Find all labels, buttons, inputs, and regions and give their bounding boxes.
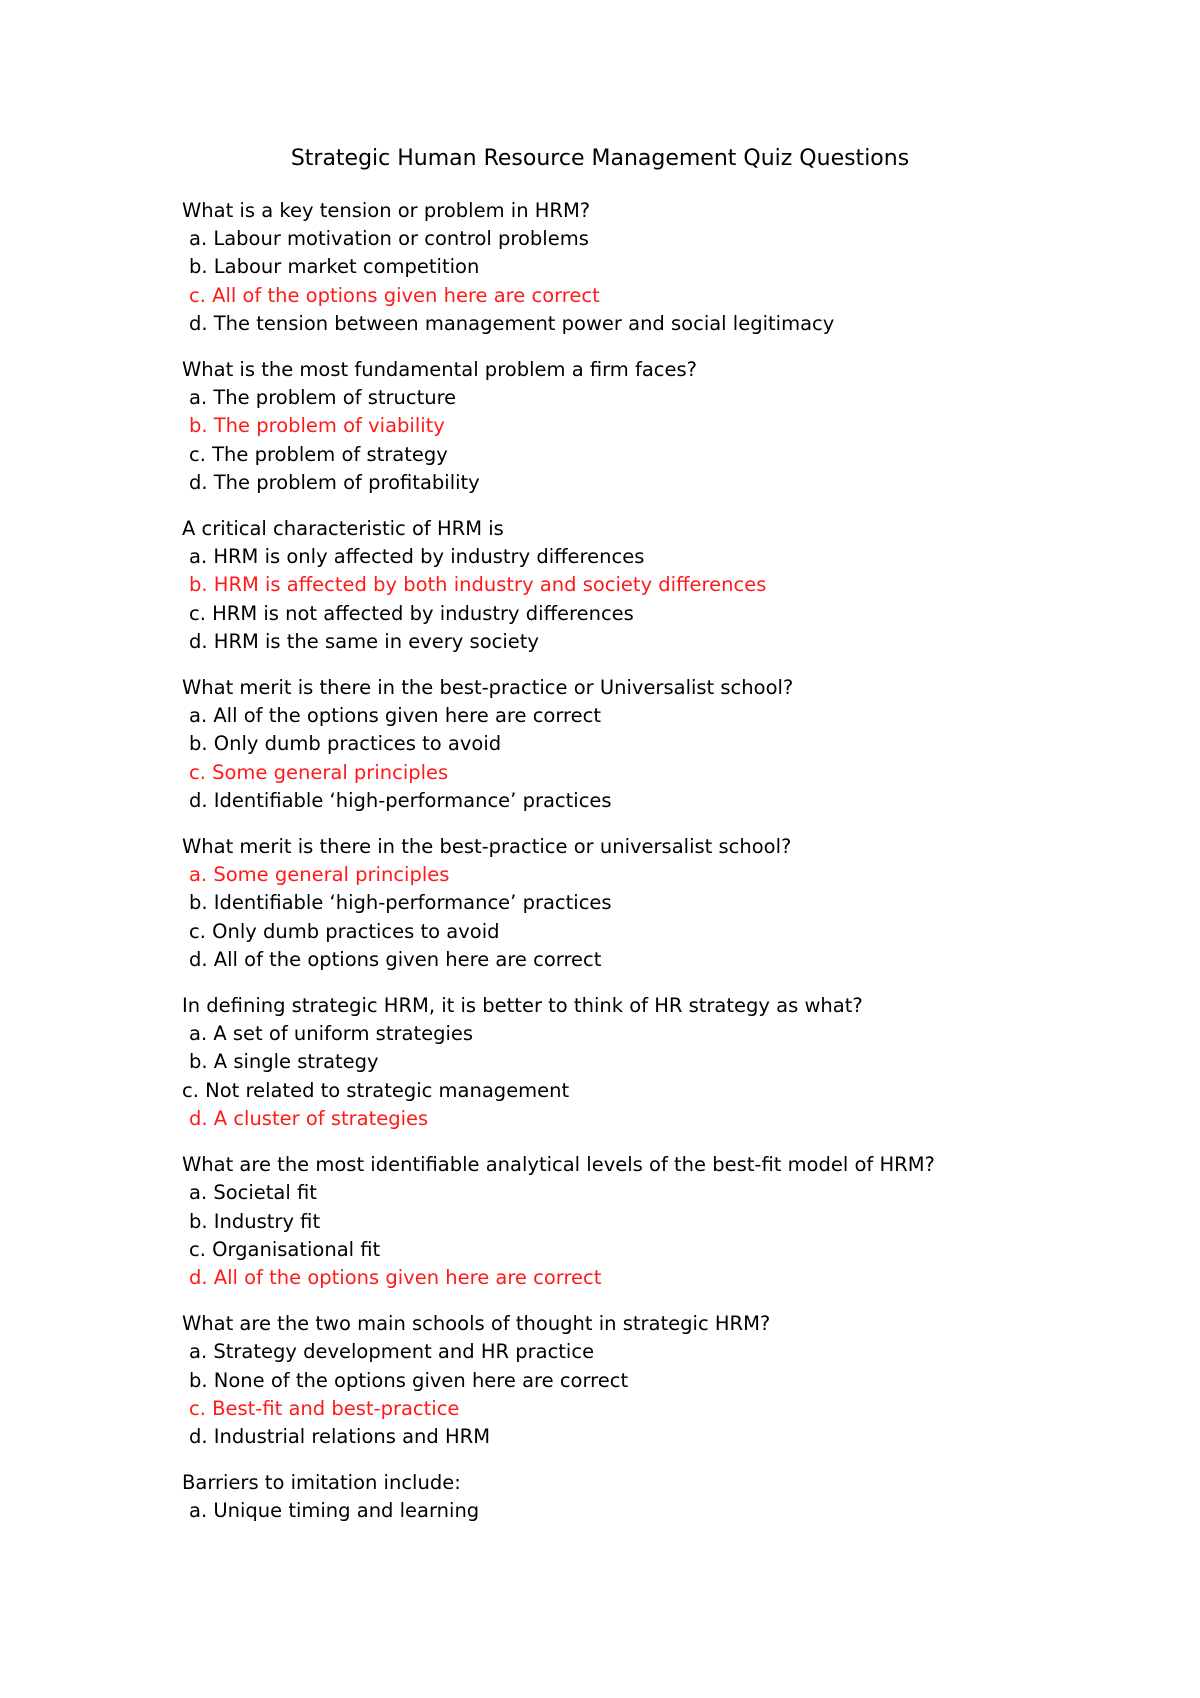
answer-option: d. The tension between management power and social legitimacy [189, 311, 835, 335]
answer-option: d. All of the options given here are correct [189, 947, 602, 971]
question-block-1 [182, 197, 1162, 338]
answer-option: a. HRM is only affected by industry differences [189, 545, 645, 569]
answer-option: c. HRM is not affected by industry differences [189, 601, 634, 625]
correct-answer-option: c. All of the options given here are correct [189, 283, 600, 307]
question-block-6 [182, 992, 1162, 1133]
correct-answer-option: d. All of the options given here are correct [189, 1265, 602, 1289]
correct-answer-option: b. HRM is affected by both industry and society differences [189, 573, 767, 597]
question-text: What merit is there in the best-practice or universalist school? [182, 835, 792, 859]
correct-answer-option: c. Some general principles [189, 760, 449, 784]
question-block-8 [182, 1310, 1162, 1451]
answer-option: c. Only dumb practices to avoid [189, 919, 500, 943]
question-block-7 [182, 1151, 1162, 1292]
answer-option: b. None of the options given here are correct [189, 1368, 629, 1392]
question-block-4 [182, 674, 1162, 815]
answer-option: a. Labour motivation or control problems [189, 227, 589, 251]
answer-option: a. Societal fit [189, 1181, 317, 1205]
question-text: What is a key tension or problem in HRM? [182, 199, 591, 222]
correct-answer-option: a. Some general principles [189, 863, 450, 887]
answer-option: c. The problem of strategy [189, 442, 448, 466]
answer-option: a. All of the options given here are correct [189, 704, 601, 728]
question-text: In defining strategic HRM, it is better to think of HR strategy as what? [182, 994, 863, 1018]
question-block-2 [182, 356, 1162, 497]
question-text: What is the most fundamental problem a firm faces? [182, 358, 698, 382]
question-text: What are the two main schools of thought in strategic HRM? [182, 1312, 771, 1336]
question-text: What merit is there in the best-practice or Universalist school? [182, 676, 794, 700]
answer-option: a. A set of uniform strategies [189, 1022, 474, 1046]
answer-option: a. Unique timing and learning [189, 1499, 480, 1523]
answer-option: d. The problem of profitability [189, 470, 480, 494]
correct-answer-option: c. Best-fit and best-practice [189, 1396, 460, 1420]
answer-option: b. A single strategy [189, 1050, 379, 1074]
question-text: Barriers to imitation include: [182, 1471, 461, 1495]
question-text: What are the most identifiable analytical levels of the best-fit model of HRM? [182, 1153, 935, 1177]
correct-answer-option: d. A cluster of strategies [189, 1106, 429, 1130]
quiz-content [182, 197, 1162, 1544]
answer-option: c. Not related to strategic management [182, 1078, 570, 1102]
answer-option: b. Industry fit [189, 1209, 321, 1233]
question-block-3 [182, 515, 1162, 656]
answer-option: a. Strategy development and HR practice [189, 1340, 595, 1364]
answer-option: d. Industrial relations and HRM [189, 1424, 491, 1448]
correct-answer-option: b. The problem of viability [189, 414, 445, 438]
answer-option: c. Organisational fit [189, 1237, 381, 1261]
question-text: A critical characteristic of HRM is [182, 517, 504, 541]
answer-option: b. Only dumb practices to avoid [189, 732, 502, 756]
answer-option: b. Identifiable ‘high-performance’ practices [189, 891, 612, 915]
answer-option: d. HRM is the same in every society [189, 629, 539, 653]
document-title: Strategic Human Resource Management Quiz Questions [290, 146, 910, 171]
answer-option: d. Identifiable ‘high-performance’ practices [189, 788, 612, 812]
answer-option: a. The problem of structure [189, 386, 457, 410]
question-block-9 [182, 1469, 1162, 1525]
answer-option: b. Labour market competition [189, 255, 480, 279]
question-block-5 [182, 833, 1162, 974]
